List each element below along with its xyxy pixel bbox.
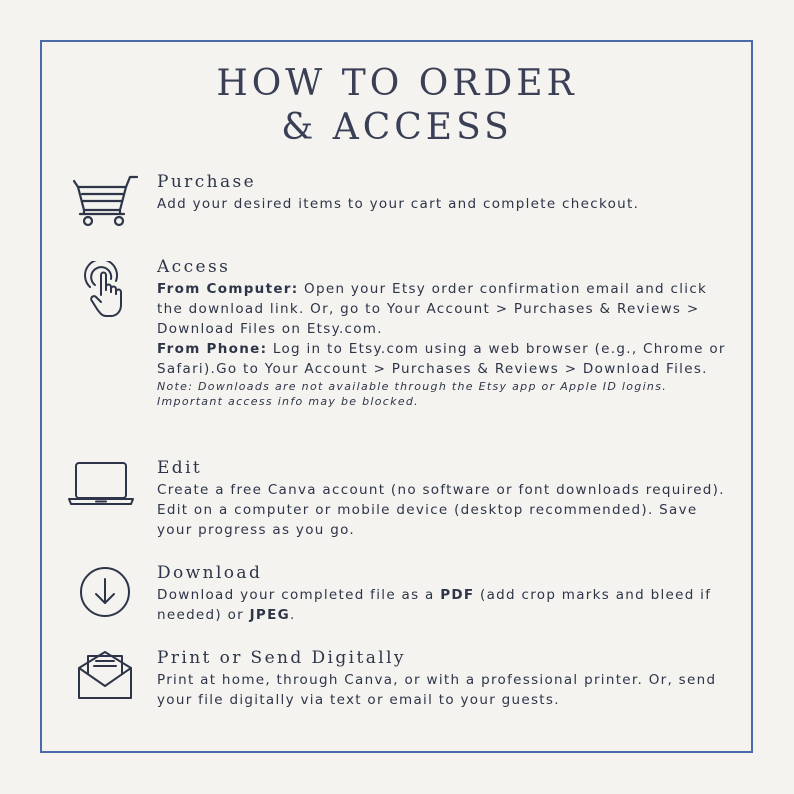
tap-hand-icon	[82, 261, 128, 319]
from-computer-label: From Computer:	[157, 281, 299, 297]
laptop-icon	[68, 460, 134, 506]
print-text: Print at home, through Canva, or with a professional printer. Or, send your file digitally via text or email to your guests.	[157, 672, 717, 708]
access-computer-text	[157, 279, 737, 339]
download-text-part-2: (add crop marks and bleed if needed) or	[157, 587, 712, 623]
download-text-part-3: .	[290, 607, 296, 623]
shopping-cart-icon	[68, 174, 140, 228]
download-arrow-icon	[78, 565, 132, 619]
edit-text: Create a free Canva account (no software or font downloads required). Edit on a computer or mobile device (desktop recommended). Save your progress as you go.	[157, 482, 725, 538]
jpeg-label: JPEG	[249, 607, 290, 623]
download-text	[157, 585, 737, 625]
access-note: Note: Downloads are not available through the Etsy app or Apple ID logins. Important access info may be blocked.	[157, 380, 668, 408]
access-heading: Access	[157, 257, 231, 277]
purchase-heading: Purchase	[157, 172, 257, 192]
download-heading: Download	[157, 563, 263, 583]
access-phone-text	[157, 339, 737, 379]
print-heading: Print or Send Digitally	[157, 648, 406, 668]
title-line-2: & ACCESS	[281, 107, 513, 148]
from-phone-label: From Phone:	[157, 341, 268, 357]
pdf-label: PDF	[440, 587, 475, 603]
edit-heading: Edit	[157, 458, 203, 478]
page-title	[0, 62, 794, 150]
from-phone-text: Log in to Etsy.com using a web browser (e.g., Chrome or Safari).Go to Your Account > Purchases & Reviews > Download Files.	[157, 341, 726, 377]
purchase-text: Add your desired items to your cart and complete checkout.	[157, 196, 640, 212]
title-line-1: HOW TO ORDER	[216, 63, 578, 104]
from-computer-text: Open your Etsy order confirmation email and click the download link. Or, go to Your Account > Purchases & Reviews > Download Files on Etsy.com.	[157, 281, 708, 337]
envelope-letter-icon	[76, 650, 134, 700]
download-text-part-1: Download your completed file as a	[157, 587, 441, 603]
